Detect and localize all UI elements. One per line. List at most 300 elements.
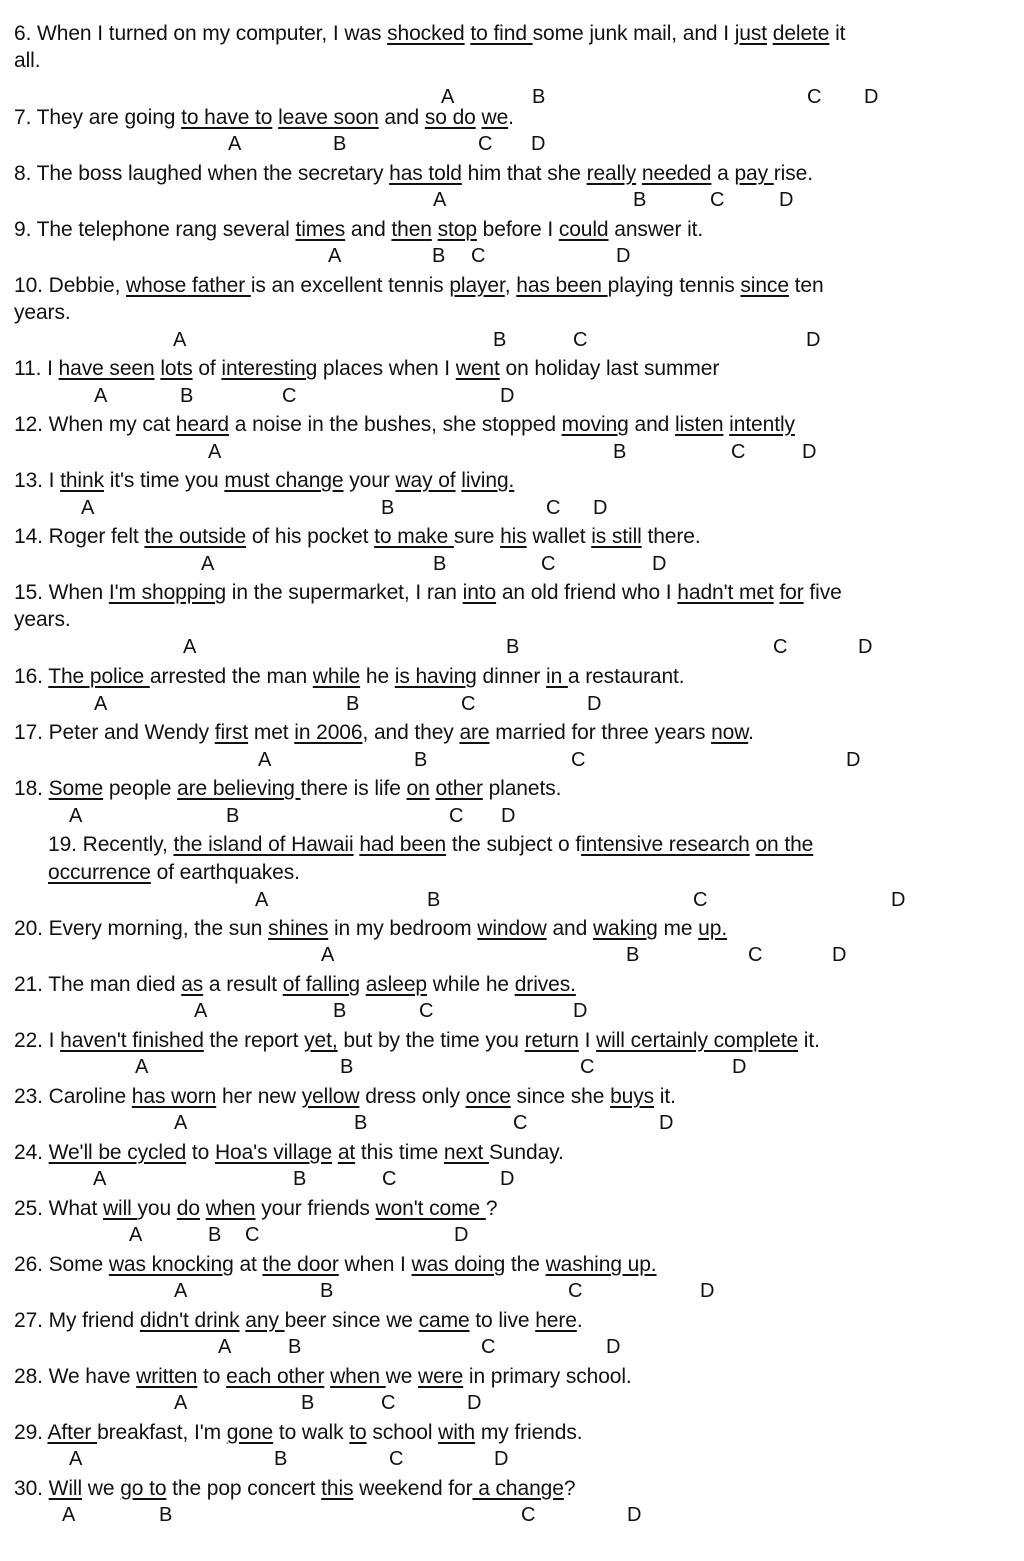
- question-text: 24.: [14, 1141, 49, 1164]
- option-letter-a: A: [321, 944, 335, 966]
- question-text: there.: [641, 525, 701, 548]
- option-letter-c: C: [471, 245, 486, 267]
- option-letter-a: A: [218, 1336, 232, 1358]
- option-letter-b: B: [333, 133, 347, 155]
- question-text: people: [103, 777, 178, 800]
- question-text: 16.: [14, 665, 49, 688]
- question-text: planets.: [482, 777, 562, 800]
- option-letter-d: D: [864, 86, 879, 108]
- question-text: he: [360, 665, 395, 688]
- question-text: and: [378, 106, 425, 129]
- underlined-option-text: could: [558, 218, 609, 241]
- question-11-line-1: [14, 357, 719, 381]
- underlined-option-text: needed: [641, 162, 712, 185]
- option-letter-a: A: [228, 133, 242, 155]
- option-letter-d: D: [779, 189, 794, 211]
- question-10-line-2: [14, 301, 71, 325]
- underlined-option-text: pay: [734, 162, 774, 185]
- option-letter-a: A: [258, 749, 272, 771]
- question-text: places when I: [317, 357, 456, 380]
- question-text: 12. When my cat: [14, 413, 176, 436]
- question-text: this time: [355, 1141, 444, 1164]
- question-text: a: [711, 162, 735, 185]
- question-24-line-1: [14, 1141, 564, 1165]
- underlined-option-text: way of: [395, 469, 456, 492]
- option-letter-b: B: [432, 245, 446, 267]
- option-letter-c: C: [731, 441, 746, 463]
- underlined-option-text: here: [535, 1309, 577, 1332]
- underlined-option-text: a change: [472, 1477, 564, 1500]
- question-18-line-1: [14, 777, 561, 801]
- underlined-option-text: interesting: [221, 357, 318, 380]
- underlined-option-text: are believing: [177, 777, 301, 800]
- option-letter-c: C: [381, 1392, 396, 1414]
- underlined-option-text: were: [418, 1365, 464, 1388]
- option-letter-d: D: [454, 1224, 469, 1246]
- question-6-line-2: [14, 49, 40, 73]
- question-text: ,: [504, 274, 517, 297]
- question-text: the subject o f: [446, 833, 582, 856]
- option-letter-a: A: [194, 1000, 208, 1022]
- option-letter-b: B: [274, 1448, 288, 1470]
- option-letter-c: C: [513, 1112, 528, 1134]
- option-letter-d: D: [806, 329, 821, 351]
- question-22-line-1: [14, 1029, 820, 1053]
- underlined-option-text: didn't drink: [139, 1309, 240, 1332]
- option-letter-c: C: [419, 1000, 434, 1022]
- underlined-option-text: has worn: [131, 1085, 217, 1108]
- question-9-line-1: [14, 218, 703, 242]
- question-text: all.: [14, 49, 41, 72]
- question-text: playing tennis: [607, 274, 741, 297]
- question-text: her new: [216, 1085, 302, 1108]
- question-7-line-1: [14, 106, 514, 130]
- underlined-option-text: as: [181, 973, 204, 996]
- underlined-option-text: player: [449, 274, 505, 297]
- question-text: rise.: [773, 162, 813, 185]
- question-text: your: [343, 469, 396, 492]
- option-letter-a: A: [208, 441, 222, 463]
- underlined-option-text: next: [443, 1141, 489, 1164]
- option-letter-b: B: [301, 1392, 315, 1414]
- question-6-line-1: [14, 22, 845, 46]
- question-text: a result: [203, 973, 283, 996]
- option-letter-b: B: [414, 749, 428, 771]
- option-letter-d: D: [627, 1504, 642, 1526]
- underlined-option-text: buys: [610, 1085, 655, 1108]
- option-letter-c: C: [389, 1448, 404, 1470]
- option-letter-b: B: [433, 553, 447, 575]
- underlined-option-text: asleep: [365, 973, 427, 996]
- question-19-line-2: [48, 861, 300, 885]
- question-text: in my bedroom: [328, 917, 478, 940]
- option-letter-a: A: [328, 245, 342, 267]
- question-text: the pop concert: [166, 1477, 322, 1500]
- question-text: the: [505, 1253, 546, 1276]
- question-text: five: [803, 581, 842, 604]
- option-letter-a: A: [183, 636, 197, 658]
- question-text: since she: [510, 1085, 611, 1108]
- option-letter-b: B: [180, 385, 194, 407]
- question-text: your friends: [255, 1197, 376, 1220]
- underlined-option-text: went: [455, 357, 500, 380]
- option-letter-d: D: [802, 441, 817, 463]
- option-letter-a: A: [135, 1056, 149, 1078]
- option-letter-d: D: [659, 1112, 674, 1134]
- option-letter-d: D: [606, 1336, 621, 1358]
- underlined-option-text: haven't finished: [60, 1029, 204, 1052]
- question-text: 19. Recently,: [48, 833, 174, 856]
- question-text: to: [186, 1141, 215, 1164]
- underlined-option-text: his: [500, 525, 527, 548]
- underlined-option-text: intensive research: [581, 833, 750, 856]
- option-letter-d: D: [501, 805, 516, 827]
- underlined-option-text: listen: [674, 413, 724, 436]
- option-letter-a: A: [69, 1448, 83, 1470]
- option-letter-c: C: [571, 749, 586, 771]
- option-letter-c: C: [568, 1280, 583, 1302]
- question-text: an old friend who I: [496, 581, 678, 604]
- question-text: I: [578, 1029, 597, 1052]
- question-text: to walk: [273, 1421, 350, 1444]
- underlined-option-text: delete: [772, 22, 830, 45]
- underlined-option-text: any: [245, 1309, 285, 1332]
- underlined-option-text: The police: [48, 665, 150, 688]
- question-text: in primary school.: [463, 1365, 632, 1388]
- question-text: 8. The boss laughed when the secretary: [14, 162, 390, 185]
- question-text: it.: [798, 1029, 820, 1052]
- underlined-option-text: is still: [591, 525, 642, 548]
- underlined-option-text: do: [176, 1197, 200, 1220]
- option-letter-d: D: [846, 749, 861, 771]
- underlined-option-text: Some: [48, 777, 104, 800]
- question-text: dinner: [476, 665, 546, 688]
- option-letter-c: C: [449, 805, 464, 827]
- option-letter-a: A: [174, 1112, 188, 1134]
- option-letter-c: C: [478, 133, 493, 155]
- option-letter-a: A: [94, 693, 108, 715]
- question-text: 30.: [14, 1477, 49, 1500]
- option-letter-a: A: [433, 189, 447, 211]
- underlined-option-text: I'm shopping: [108, 581, 227, 604]
- underlined-option-text: washing up.: [545, 1253, 657, 1276]
- option-letter-b: B: [626, 944, 640, 966]
- underlined-option-text: Hoa's village: [214, 1141, 333, 1164]
- underlined-option-text: the door: [262, 1253, 339, 1276]
- question-text: of: [192, 357, 222, 380]
- question-text: me: [657, 917, 699, 940]
- question-text: 13. I: [14, 469, 61, 492]
- underlined-option-text: are: [459, 721, 490, 744]
- underlined-option-text: when: [205, 1197, 256, 1220]
- question-text: there is life: [300, 777, 407, 800]
- question-text: 6. When I turned on my computer, I was: [14, 22, 388, 45]
- underlined-option-text: came: [418, 1309, 470, 1332]
- underlined-option-text: will: [102, 1197, 138, 1220]
- question-text: when I: [338, 1253, 412, 1276]
- question-text: it's time you: [103, 469, 225, 492]
- underlined-option-text: waking: [592, 917, 658, 940]
- question-text: it.: [654, 1085, 676, 1108]
- question-text: Sunday.: [488, 1141, 564, 1164]
- question-text: married for three years: [489, 721, 712, 744]
- question-text: 14. Roger felt: [14, 525, 145, 548]
- question-text: and: [345, 218, 392, 241]
- underlined-option-text: think: [60, 469, 104, 492]
- option-letter-d: D: [500, 1168, 515, 1190]
- question-text: 18.: [14, 777, 49, 800]
- underlined-option-text: stop: [437, 218, 477, 241]
- option-letter-b: B: [354, 1112, 368, 1134]
- option-letter-b: B: [288, 1336, 302, 1358]
- option-letter-b: B: [159, 1504, 173, 1526]
- option-letter-a: A: [94, 385, 108, 407]
- option-letter-d: D: [891, 889, 906, 911]
- option-letter-b: B: [293, 1168, 307, 1190]
- underlined-option-text: gone: [226, 1421, 274, 1444]
- underlined-option-text: whose father: [126, 274, 251, 297]
- underlined-option-text: has been: [516, 274, 608, 297]
- underlined-option-text: intently: [729, 413, 795, 436]
- option-letter-a: A: [441, 86, 455, 108]
- question-text: him that she: [461, 162, 587, 185]
- option-letter-b: B: [381, 497, 395, 519]
- option-letter-a: A: [93, 1168, 107, 1190]
- underlined-option-text: yet,: [304, 1029, 338, 1052]
- underlined-option-text: each other: [226, 1365, 325, 1388]
- question-text: the report: [203, 1029, 305, 1052]
- question-text: years.: [14, 608, 71, 631]
- underlined-option-text: occurrence: [48, 861, 151, 884]
- underlined-option-text: in 2006: [294, 721, 363, 744]
- underlined-option-text: in: [546, 665, 568, 688]
- option-letter-b: B: [493, 329, 507, 351]
- question-text: , and they: [362, 721, 460, 744]
- option-letter-a: A: [69, 805, 83, 827]
- question-text: ?: [563, 1477, 576, 1500]
- option-letter-a: A: [255, 889, 269, 911]
- option-letter-c: C: [481, 1336, 496, 1358]
- option-letter-a: A: [201, 553, 215, 575]
- underlined-option-text: We'll be cycled: [48, 1141, 187, 1164]
- option-letter-c: C: [573, 329, 588, 351]
- question-text: dress only: [359, 1085, 466, 1108]
- question-text: to: [197, 1365, 227, 1388]
- underlined-option-text: must change: [224, 469, 344, 492]
- question-text: .: [576, 1309, 583, 1332]
- option-letter-c: C: [382, 1168, 397, 1190]
- question-19-line-1: [48, 833, 813, 857]
- underlined-option-text: other: [435, 777, 483, 800]
- underlined-option-text: just: [734, 22, 767, 45]
- underlined-option-text: written: [136, 1365, 198, 1388]
- option-letter-c: C: [580, 1056, 595, 1078]
- question-text: 26. Some: [14, 1253, 109, 1276]
- underlined-option-text: to have to: [181, 106, 273, 129]
- option-letter-c: C: [710, 189, 725, 211]
- underlined-option-text: yellow: [301, 1085, 360, 1108]
- question-text: 17. Peter and Wendy: [14, 721, 215, 744]
- question-text: .: [508, 106, 514, 129]
- option-letter-b: B: [320, 1280, 334, 1302]
- option-letter-b: B: [340, 1056, 354, 1078]
- option-letter-c: C: [541, 553, 556, 575]
- question-10-line-1: [14, 274, 824, 298]
- option-letter-c: C: [748, 944, 763, 966]
- question-23-line-1: [14, 1085, 676, 1109]
- question-text: my friends.: [475, 1421, 583, 1444]
- question-text: some junk mail, and I: [532, 22, 735, 45]
- underlined-option-text: have seen: [58, 357, 155, 380]
- underlined-option-text: return: [524, 1029, 579, 1052]
- underlined-option-text: heard: [175, 413, 230, 436]
- underlined-option-text: go to: [120, 1477, 167, 1500]
- question-20-line-1: [14, 917, 727, 941]
- option-letter-c: C: [245, 1224, 260, 1246]
- option-letter-d: D: [832, 944, 847, 966]
- underlined-option-text: had been: [359, 833, 447, 856]
- underlined-option-text: drives.: [514, 973, 576, 996]
- underlined-option-text: window: [477, 917, 547, 940]
- option-letter-c: C: [546, 497, 561, 519]
- underlined-option-text: leave soon: [278, 106, 379, 129]
- question-text: and: [628, 413, 675, 436]
- question-text: beer since we: [284, 1309, 419, 1332]
- option-letter-c: C: [807, 86, 822, 108]
- underlined-option-text: at: [337, 1141, 356, 1164]
- question-28-line-1: [14, 1365, 632, 1389]
- question-text: 9. The telephone rang several: [14, 218, 296, 241]
- underlined-option-text: when: [330, 1365, 386, 1388]
- option-letter-c: C: [693, 889, 708, 911]
- underlined-option-text: this: [321, 1477, 354, 1500]
- underlined-option-text: Will: [48, 1477, 83, 1500]
- option-letter-b: B: [633, 189, 647, 211]
- option-letter-a: A: [81, 497, 95, 519]
- question-text: 28. We have: [14, 1365, 137, 1388]
- underlined-option-text: first: [214, 721, 249, 744]
- question-text: 10. Debbie,: [14, 274, 127, 297]
- underlined-option-text: shocked: [387, 22, 465, 45]
- option-letter-d: D: [573, 1000, 588, 1022]
- question-15-line-1: [14, 581, 842, 605]
- underlined-option-text: After: [47, 1421, 98, 1444]
- option-letter-d: D: [587, 693, 602, 715]
- underlined-option-text: moving: [561, 413, 629, 436]
- question-text: before I: [476, 218, 559, 241]
- option-letter-d: D: [858, 636, 873, 658]
- underlined-option-text: to make: [374, 525, 454, 548]
- question-25-line-1: [14, 1197, 497, 1221]
- option-letter-b: B: [613, 441, 627, 463]
- question-text: arrested the man: [149, 665, 313, 688]
- question-16-line-1: [14, 665, 685, 689]
- option-letter-b: B: [333, 1000, 347, 1022]
- question-text: 21. The man died: [14, 973, 182, 996]
- underlined-option-text: really: [586, 162, 637, 185]
- question-text: 15. When: [14, 581, 109, 604]
- option-letter-c: C: [773, 636, 788, 658]
- underlined-option-text: times: [295, 218, 346, 241]
- option-letter-a: A: [174, 1280, 188, 1302]
- question-text: ten: [788, 274, 824, 297]
- option-letter-b: B: [427, 889, 441, 911]
- underlined-option-text: the outside: [144, 525, 247, 548]
- question-text: .: [748, 721, 754, 744]
- question-text: of his pocket: [246, 525, 375, 548]
- option-letter-d: D: [616, 245, 631, 267]
- underlined-option-text: lots: [160, 357, 193, 380]
- question-21-line-1: [14, 973, 576, 997]
- question-text: 11. I: [14, 357, 59, 380]
- question-text: a noise in the bushes, she stopped: [229, 413, 562, 436]
- question-text: we: [82, 1477, 121, 1500]
- underlined-option-text: while: [312, 665, 361, 688]
- question-text: 22. I: [14, 1029, 61, 1052]
- underlined-option-text: on the: [755, 833, 814, 856]
- question-text: while he: [427, 973, 515, 996]
- question-text: breakfast, I'm: [97, 1421, 227, 1444]
- question-12-line-1: [14, 413, 795, 437]
- question-text: but by the time you: [337, 1029, 525, 1052]
- question-8-line-1: [14, 162, 813, 186]
- option-letter-d: D: [494, 1448, 509, 1470]
- option-letter-a: A: [173, 329, 187, 351]
- question-text: it: [829, 22, 846, 45]
- underlined-option-text: on: [406, 777, 430, 800]
- question-text: you: [137, 1197, 177, 1220]
- question-text: to live: [469, 1309, 536, 1332]
- underlined-option-text: of falling: [282, 973, 360, 996]
- question-13-line-1: [14, 469, 514, 493]
- question-text: sure: [453, 525, 501, 548]
- option-letter-b: B: [506, 636, 520, 658]
- question-text: and: [546, 917, 593, 940]
- underlined-option-text: will certainly complete: [596, 1029, 799, 1052]
- question-text: at: [233, 1253, 263, 1276]
- underlined-option-text: is having: [394, 665, 477, 688]
- option-letter-b: B: [532, 86, 546, 108]
- question-text: weekend for: [353, 1477, 473, 1500]
- question-text: in the supermarket, I ran: [226, 581, 463, 604]
- question-text: a restaurant.: [567, 665, 685, 688]
- option-letter-d: D: [500, 385, 515, 407]
- underlined-option-text: now: [711, 721, 749, 744]
- underlined-option-text: shines: [268, 917, 329, 940]
- underlined-option-text: into: [462, 581, 497, 604]
- question-text: of earthquakes.: [150, 861, 300, 884]
- option-letter-d: D: [531, 133, 546, 155]
- question-17-line-1: [14, 721, 754, 745]
- question-text: years.: [14, 301, 71, 324]
- underlined-option-text: was doing: [411, 1253, 506, 1276]
- option-letter-a: A: [174, 1392, 188, 1414]
- option-letter-c: C: [282, 385, 297, 407]
- underlined-option-text: for: [779, 581, 804, 604]
- underlined-option-text: living.: [461, 469, 515, 492]
- question-text: is an excellent tennis: [250, 274, 450, 297]
- question-text: met: [248, 721, 295, 744]
- question-15-line-2: [14, 608, 71, 632]
- question-text: on holiday last summer: [499, 357, 720, 380]
- option-letter-d: D: [593, 497, 608, 519]
- underlined-option-text: up.: [698, 917, 728, 940]
- question-30-line-1: [14, 1477, 575, 1501]
- question-text: ?: [485, 1197, 498, 1220]
- underlined-option-text: since: [740, 274, 789, 297]
- option-letter-a: A: [129, 1224, 143, 1246]
- option-letter-c: C: [461, 693, 476, 715]
